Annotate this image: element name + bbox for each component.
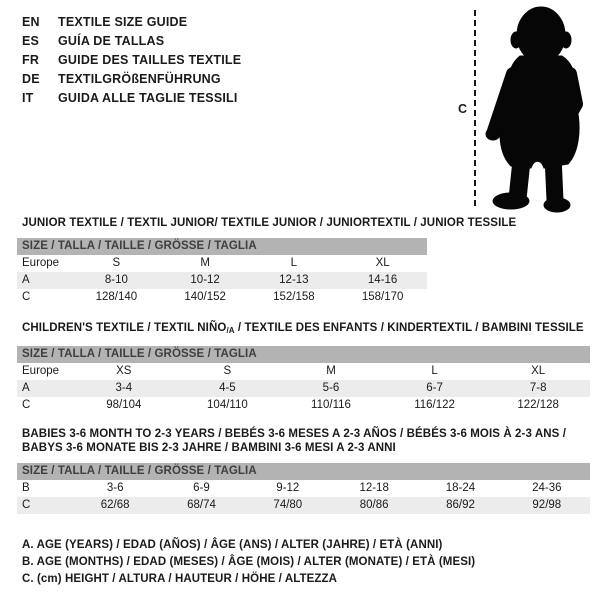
language-row-fr [22, 51, 241, 70]
footnote-c: C. (cm) HEIGHT / ALTURA / HAUTEUR / HÖHE / ALTEZZA [22, 573, 338, 585]
size-cell: 68/74 [187, 499, 216, 511]
size-cell: S [112, 257, 121, 269]
size-cell: 116/122 [414, 399, 455, 411]
size-cell: 14-16 [367, 274, 398, 286]
table-title: CHILDREN'S TEXTILE / TEXTIL NIÑO/A / TEXTILE DES ENFANTS / KINDERTEXTIL / BAMBINI TESSILE [22, 322, 584, 335]
size-cell: 140/152 [184, 291, 226, 303]
row-label: C [22, 499, 31, 511]
size-cell: 24-36 [532, 482, 562, 494]
height-measure-label: C [458, 102, 468, 116]
size-cell: 6-9 [193, 482, 210, 494]
table-row-a [17, 380, 590, 397]
language-code: EN [22, 15, 40, 29]
language-row-it [22, 89, 241, 108]
size-cell: M [200, 257, 210, 269]
footnote-b: B. AGE (MONTHS) / EDAD (MESES) / ÂGE (MOIS) / ALTER (MONATE) / ETÀ (MESI) [22, 556, 476, 568]
size-cell: 86/92 [446, 499, 475, 511]
size-cell: 18-24 [445, 482, 476, 494]
baby-figure [440, 0, 600, 215]
size-cell: 92/98 [532, 499, 562, 511]
guide-title: TEXTILGRÖßENFÜHRUNG [58, 72, 221, 86]
row-label: A [22, 382, 30, 394]
size-cell: XL [375, 257, 390, 269]
size-cell: XS [116, 365, 132, 377]
size-cell: 3-6 [106, 482, 124, 494]
size-cell: 62/68 [100, 499, 130, 511]
size-cell: 122/128 [517, 399, 559, 411]
size-cell: 104/110 [207, 399, 248, 411]
size-cell: 12-18 [359, 482, 389, 494]
table-title: JUNIOR TEXTILE / TEXTIL JUNIOR/ TEXTILE JUNIOR / JUNIORTEXTIL / JUNIOR TESSILE [22, 217, 517, 229]
size-cell: S [223, 365, 232, 377]
table-row-b [17, 480, 590, 497]
size-header-bar: SIZE / TALLA / TAILLE / GRÖSSE / TAGLIA [17, 346, 590, 363]
language-row-es [22, 32, 241, 51]
guide-title: GUIDA ALLE TAGLIE TESSILI [58, 91, 238, 105]
table-row-europe [17, 255, 427, 272]
size-cell: 10-12 [190, 274, 220, 286]
language-code: ES [22, 34, 40, 48]
size-cell: 7-8 [529, 382, 547, 394]
size-cell: 4-5 [219, 382, 236, 394]
size-cell: 12-13 [279, 274, 309, 286]
size-cell: 158/170 [361, 291, 404, 303]
size-header-bar: SIZE / TALLA / TAILLE / GRÖSSE / TAGLIA [17, 463, 590, 480]
guide-title: TEXTILE SIZE GUIDE [58, 15, 188, 29]
row-label: Europe [22, 365, 60, 377]
table-row-c [17, 289, 427, 306]
size-table-section-3 [17, 427, 590, 514]
language-code: DE [22, 72, 40, 86]
baby-silhouette-icon [484, 4, 600, 214]
row-label: C [22, 291, 31, 303]
footnotes [22, 537, 475, 588]
table-title: BABIES 3-6 MONTH TO 2-3 YEARS / BEBÉS 3-6 MESES A 2-3 AÑOS / BÉBÉS 3-6 MOIS À 2-3 ANS / BABYS 3-6 MONATE BIS 2-3 JAHRE / BAMBINI 3-6 MESI A 2-3 ANNI [22, 428, 566, 454]
language-row-de [22, 70, 241, 89]
size-cell: L [431, 365, 438, 377]
table-row-c [17, 397, 590, 414]
guide-title: GUIDE DES TAILLES TEXTILE [58, 53, 242, 67]
size-cell: M [326, 365, 336, 377]
size-cell: 80/86 [359, 499, 389, 511]
size-cell: 6-7 [426, 382, 443, 394]
size-cell: 5-6 [322, 382, 340, 394]
size-cell: L [290, 257, 298, 269]
size-cell: 152/158 [273, 291, 315, 303]
size-table-section-2 [17, 321, 590, 414]
table-row-europe [17, 363, 590, 380]
size-table-section-1 [17, 216, 517, 306]
row-label: C [22, 399, 31, 411]
table-row-c [17, 497, 590, 514]
row-label: Europe [22, 257, 60, 269]
language-code: IT [22, 91, 34, 105]
size-cell: 74/80 [273, 499, 303, 511]
size-cell: 3-4 [115, 382, 133, 394]
size-cell: 9-12 [276, 482, 300, 494]
height-dashed-line [474, 10, 476, 206]
language-code: FR [22, 53, 40, 67]
language-row-en [22, 13, 241, 32]
footnote-a: A. AGE (YEARS) / EDAD (AÑOS) / ÂGE (ANS) / ALTER (JAHRE) / ETÀ (ANNI) [22, 539, 443, 551]
size-cell: XL [531, 365, 546, 377]
size-cell: 110/116 [311, 399, 351, 411]
row-label: A [22, 274, 30, 286]
size-cell: 128/140 [95, 291, 138, 303]
language-title-list [22, 13, 241, 108]
size-header-bar: SIZE / TALLA / TAILLE / GRÖSSE / TAGLIA [17, 238, 427, 255]
table-row-a [17, 272, 427, 289]
size-cell: 8-10 [104, 274, 128, 286]
guide-title: GUÍA DE TALLAS [58, 34, 165, 48]
row-label: B [22, 482, 30, 494]
size-cell: 98/104 [106, 399, 142, 411]
